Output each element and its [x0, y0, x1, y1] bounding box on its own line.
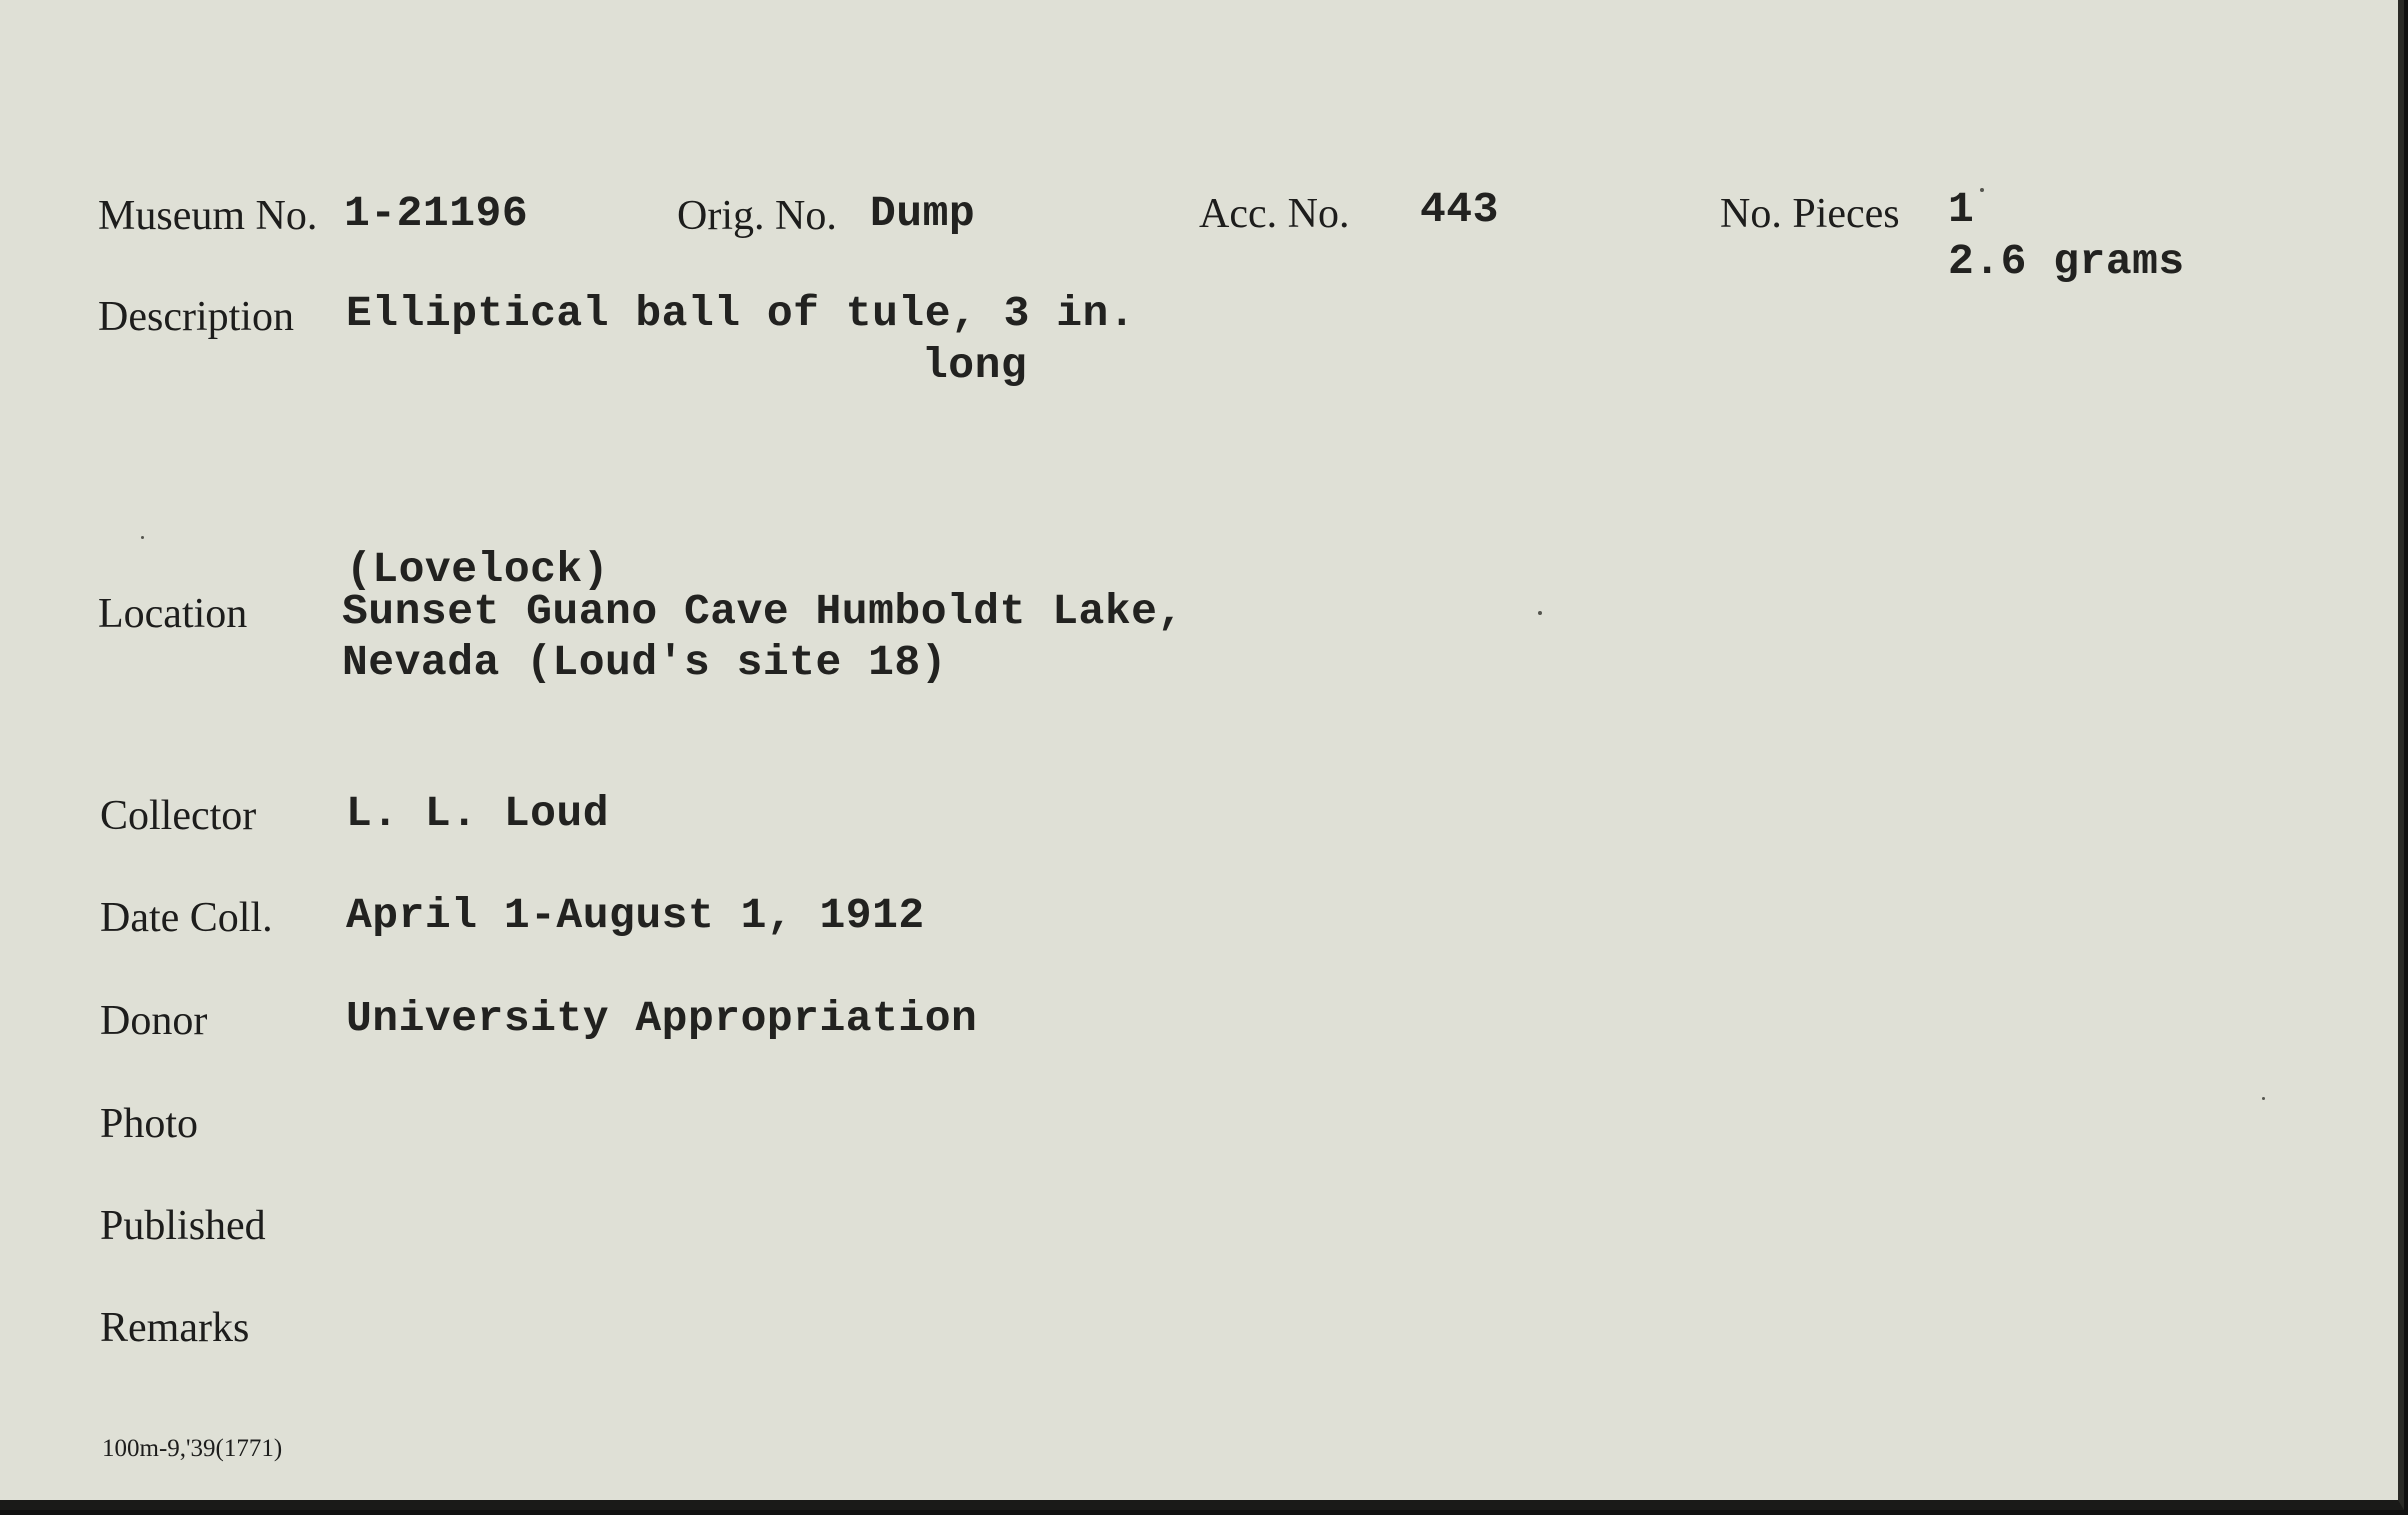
- remarks-label: Remarks: [100, 1305, 250, 1351]
- location-line-3: Nevada (Loud's site 18): [342, 638, 947, 687]
- paper-speck: [141, 536, 144, 539]
- date-coll-value: April 1-August 1, 1912: [346, 891, 925, 940]
- published-label: Published: [100, 1203, 266, 1249]
- description-line-2: long: [922, 341, 1028, 390]
- location-line-1: (Lovelock): [346, 545, 610, 594]
- orig-no-label: Orig. No.: [677, 193, 837, 239]
- acc-no-label: Acc. No.: [1199, 191, 1350, 237]
- description-line-1: Elliptical ball of tule, 3 in.: [346, 289, 1136, 338]
- museum-no-value: 1-21196: [344, 189, 529, 238]
- print-code: 100m-9,'39(1771): [102, 1435, 283, 1462]
- donor-value: University Appropriation: [346, 994, 978, 1043]
- date-coll-label: Date Coll.: [100, 895, 273, 941]
- donor-label: Donor: [100, 998, 208, 1044]
- collector-label: Collector: [100, 793, 257, 839]
- orig-no-value: Dump: [870, 189, 976, 238]
- collector-value: L. L. Loud: [346, 789, 610, 838]
- no-pieces-value: 1: [1948, 185, 1975, 234]
- museum-no-label: Museum No.: [98, 193, 318, 239]
- paper-speck: [2262, 1097, 2265, 1100]
- acc-no-value: 443: [1420, 185, 1499, 234]
- weight-value: 2.6 grams: [1948, 237, 2185, 286]
- photo-label: Photo: [100, 1101, 199, 1147]
- paper-speck: [1538, 611, 1542, 615]
- no-pieces-label: No. Pieces: [1720, 191, 1900, 237]
- location-line-2: Sunset Guano Cave Humboldt Lake,: [342, 587, 1184, 636]
- location-label: Location: [98, 591, 248, 637]
- paper-speck: [1980, 188, 1984, 192]
- description-label: Description: [98, 294, 294, 340]
